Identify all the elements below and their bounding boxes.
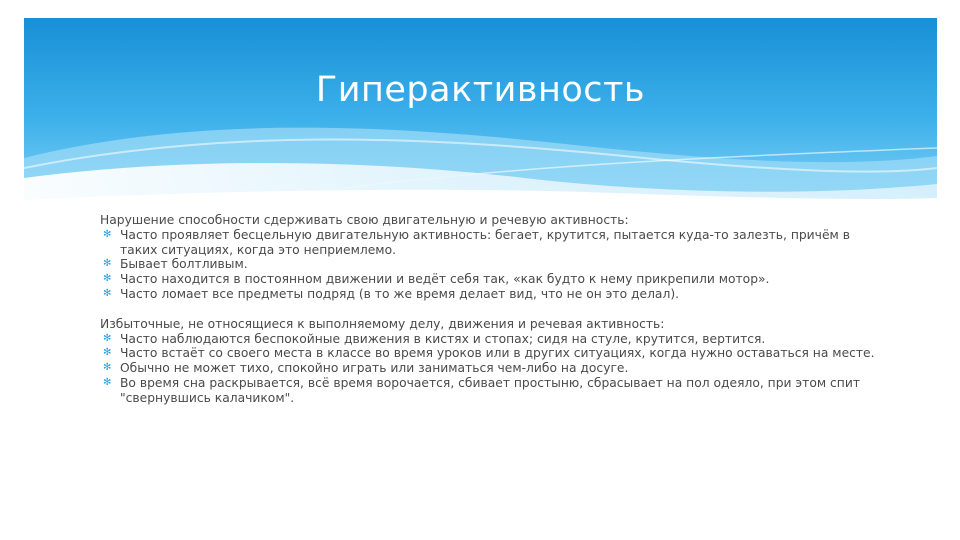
title-banner	[24, 18, 937, 200]
list-item	[100, 332, 880, 347]
slide-body	[100, 213, 880, 421]
list-item-text: Часто проявляет бесцельную двигательную активность: бегает, крутится, пытается куда-то залезть, причём в таких ситуациях, когда это неприемлемо.	[120, 227, 850, 257]
list-item-text: Часто находится в постоянном движении и ведёт себя так, «как будто к нему прикрепили мотор».	[120, 272, 770, 287]
asterisk-bullet-icon: ✻	[103, 228, 112, 240]
section-heading: Нарушение способности сдерживать свою двигательную и речевую активность:	[100, 213, 629, 227]
asterisk-bullet-icon: ✻	[103, 258, 112, 270]
list-item-text: Часто встаёт со своего места в классе во время уроков или в других ситуациях, когда нужно оставаться на месте.	[120, 346, 875, 361]
section-excess-movement	[100, 317, 880, 406]
slide-title: Гиперактивность	[315, 70, 646, 110]
list-item	[100, 361, 880, 376]
list-item-text: Во время сна раскрывается, всё время ворочается, сбивает простыню, сбрасывает на пол одеяло, при этом спит "свернувшись калачиком".	[120, 375, 861, 405]
asterisk-bullet-icon: ✻	[103, 347, 112, 359]
bullet-list	[100, 332, 880, 406]
asterisk-bullet-icon: ✻	[103, 332, 112, 344]
section-motor-speech	[100, 213, 880, 302]
bullet-list	[100, 228, 880, 302]
list-item-text: Обычно не может тихо, спокойно играть или заниматься чем-либо на досуге.	[120, 361, 629, 376]
list-item	[100, 287, 880, 302]
list-item	[100, 257, 880, 272]
list-item-text: Часто ломает все предметы подряд (в то же время делает вид, что не он это делал).	[120, 286, 680, 301]
list-item	[100, 272, 880, 287]
asterisk-bullet-icon: ✻	[103, 362, 112, 374]
list-item	[100, 376, 880, 406]
list-item-text: Бывает болтливым.	[120, 257, 248, 272]
list-item	[100, 346, 880, 361]
asterisk-bullet-icon: ✻	[103, 287, 112, 299]
asterisk-bullet-icon: ✻	[103, 273, 112, 285]
section-heading: Избыточные, не относящиеся к выполняемому делу, движения и речевая активность:	[100, 316, 665, 331]
asterisk-bullet-icon: ✻	[103, 376, 112, 388]
list-item-text: Часто наблюдаются беспокойные движения в кистях и стопах; сидя на стуле, крутится, вертится.	[120, 331, 766, 346]
list-item	[100, 228, 880, 258]
